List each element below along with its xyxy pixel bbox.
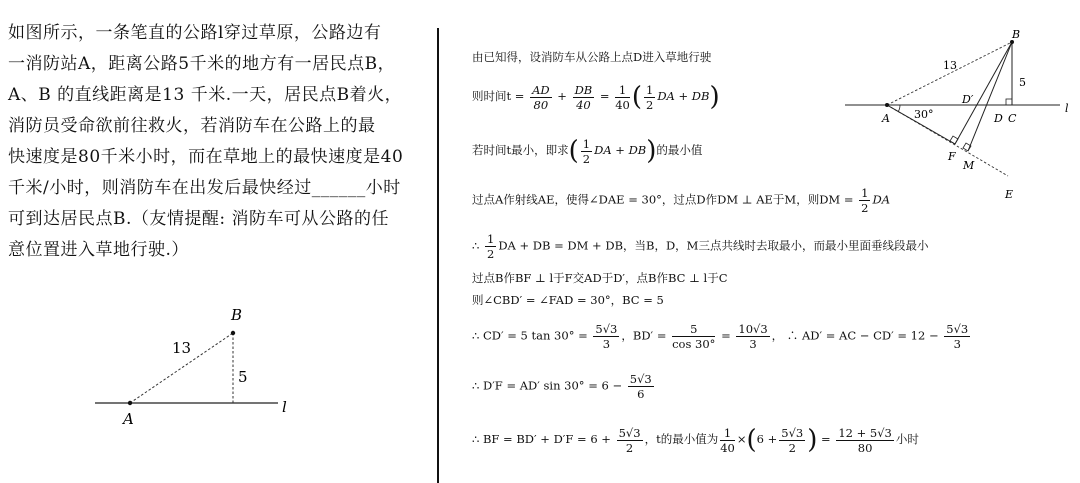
operator: + (557, 89, 567, 103)
point-A (128, 401, 132, 405)
problem-line: 快速度是80千米小时，而在草地上的最快速度是40 (8, 147, 404, 167)
fraction (530, 83, 552, 112)
denominator: 2 (625, 440, 634, 455)
problem-line: 一消防站A，距离公路5千米的地方有一居民点B， (8, 54, 396, 74)
denominator: 40 (720, 440, 735, 455)
solution-line-5 (472, 232, 928, 261)
numerator: 5√3 (946, 322, 969, 336)
solution-line-7: 则∠CBD′ = ∠FAD = 30°，BC = 5 (472, 293, 664, 307)
paren-open: ( (568, 136, 579, 166)
problem-line: 意位置进入草地行驶.） (8, 240, 189, 260)
denominator: 2 (582, 151, 591, 166)
solution-figure (840, 24, 1075, 209)
label-5: 5 (1019, 76, 1026, 89)
problem-line: 如图所示，一条笔直的公路l穿过草原，公路边有 (8, 23, 382, 43)
denominator: 2 (861, 201, 869, 215)
label-angle-30: 30° (914, 108, 934, 121)
denominator: 40 (576, 97, 591, 112)
solution-line-3 (472, 136, 702, 166)
right-angle-C (1006, 99, 1012, 105)
solution-line-1: 由已知得，设消防车从公路上点D进入草地行驶 (472, 50, 712, 64)
operator: = (599, 89, 610, 103)
solution-line-6: 过点B作BF ⊥ l于F交AD于D′，点B作BC ⊥ l于C (472, 271, 728, 285)
column-divider (437, 28, 439, 483)
problem-line: 千米/小时，则消防车在出发后最快经过______小时 (8, 178, 401, 198)
fraction (836, 426, 894, 455)
label-5: 5 (238, 368, 248, 386)
problem-line: 消防员受命欲前往救火，若消防车在公路上的最 (8, 116, 376, 136)
paren-close: ) (709, 82, 720, 112)
label-13: 13 (172, 339, 192, 357)
numerator: 1 (486, 232, 495, 246)
label-D-prime: D′ (962, 93, 974, 106)
text: 6 + (756, 432, 778, 446)
text: 的最小值 (656, 143, 703, 157)
solution-line-2 (472, 82, 720, 112)
fraction (485, 232, 496, 261)
operator: = (821, 432, 831, 446)
numerator: DB (574, 82, 593, 97)
numerator: 12 + 5√3 (838, 425, 892, 440)
label-M: M (963, 159, 975, 172)
label-l: l (1065, 102, 1069, 115)
numerator: 5√3 (781, 425, 804, 440)
fraction (628, 372, 654, 401)
fraction (573, 83, 595, 112)
fraction (720, 426, 735, 455)
numerator: 1 (615, 83, 630, 98)
text: DA + DB = DM + DB，当B，D，M三点共线时去取最小，而最小里面垂线段最小 (498, 238, 929, 253)
numerator: 1 (582, 136, 591, 151)
point-B (231, 331, 235, 335)
fraction (859, 186, 870, 215)
solution-line-8 (472, 322, 972, 351)
operator: × (736, 432, 747, 446)
numerator: 5√3 (629, 372, 652, 386)
text: 过点A作射线AE，使得∠DAE = 30°，过点D作DM ⊥ AE于M，则DM = (472, 192, 854, 207)
fraction (617, 426, 643, 455)
segment-AB (887, 42, 1012, 105)
numerator: 5 (672, 322, 715, 337)
solution-line-9 (472, 372, 656, 401)
label-B: B (1012, 28, 1021, 41)
fraction (593, 322, 619, 351)
denominator: 80 (533, 97, 549, 112)
numerator: 10√3 (738, 322, 768, 336)
fraction (779, 426, 805, 455)
text: ∴ D′F = AD′ sin 30° = 6 − (472, 378, 623, 393)
denominator: 2 (486, 247, 495, 261)
numerator: 1 (720, 426, 735, 441)
therefore-symbol: ∴ (472, 238, 480, 253)
text: ∴ CD′ = 5 tan 30° = (472, 328, 588, 343)
numerator: 5√3 (618, 425, 641, 440)
denominator: 3 (602, 337, 611, 351)
denominator: 3 (953, 337, 961, 351)
label-D: D (994, 112, 1003, 125)
fraction (615, 83, 630, 112)
paren-open: ( (631, 82, 642, 112)
text: 若时间t最小，即求 (472, 143, 569, 157)
operator: = (721, 328, 731, 343)
paren-close: ) (807, 425, 818, 455)
fraction (672, 322, 715, 351)
denominator: 80 (857, 440, 873, 455)
text: ， ∴ AD′ = AC − CD′ = 12 − (771, 328, 939, 343)
text: ，BD′ = (621, 328, 667, 343)
problem-statement (8, 18, 413, 266)
text: ，t的最小值为 (644, 432, 719, 446)
fraction (644, 83, 655, 112)
time-prefix: 则时间t = (472, 89, 525, 103)
label-F: F (948, 150, 956, 163)
fraction (581, 137, 592, 166)
numerator: AD (532, 82, 550, 97)
expression: DA (872, 192, 891, 207)
denominator: 2 (788, 440, 796, 455)
label-l: l (282, 398, 287, 416)
point-A (885, 103, 889, 107)
label-B: B (231, 306, 243, 324)
problem-line: 可到达居民点B.（友情提醒: 消防车可从公路的任 (8, 209, 390, 229)
numerator: 1 (861, 186, 869, 200)
text: 小时 (895, 432, 919, 446)
denominator: 6 (637, 387, 645, 401)
problem-line: A、B 的直线距离是13 千米.一天，居民点B着火， (8, 85, 403, 105)
solution-line-10 (472, 425, 919, 455)
expression: DA + DB (594, 143, 647, 157)
text: ∴ BF = BD′ + D′F = 6 + (472, 432, 611, 446)
expression: DA + DB (657, 89, 710, 103)
paren-close: ) (646, 136, 657, 166)
problem-figure (90, 300, 310, 430)
paren-open: ( (746, 425, 757, 455)
denominator: 3 (749, 337, 757, 351)
numerator: 5√3 (595, 322, 618, 336)
label-E: E (1005, 188, 1014, 201)
label-A: A (882, 112, 890, 125)
fraction (944, 322, 970, 351)
segment-BM (968, 42, 1012, 151)
denominator: 2 (645, 97, 654, 112)
fraction (736, 322, 769, 351)
label-13: 13 (943, 59, 957, 72)
denominator: 40 (615, 97, 630, 112)
solution-line-4 (472, 186, 890, 215)
numerator: 1 (645, 82, 654, 97)
label-A: A (123, 410, 134, 428)
denominator: cos 30° (672, 337, 716, 351)
label-C: C (1008, 112, 1017, 125)
angle-arc (898, 105, 900, 112)
